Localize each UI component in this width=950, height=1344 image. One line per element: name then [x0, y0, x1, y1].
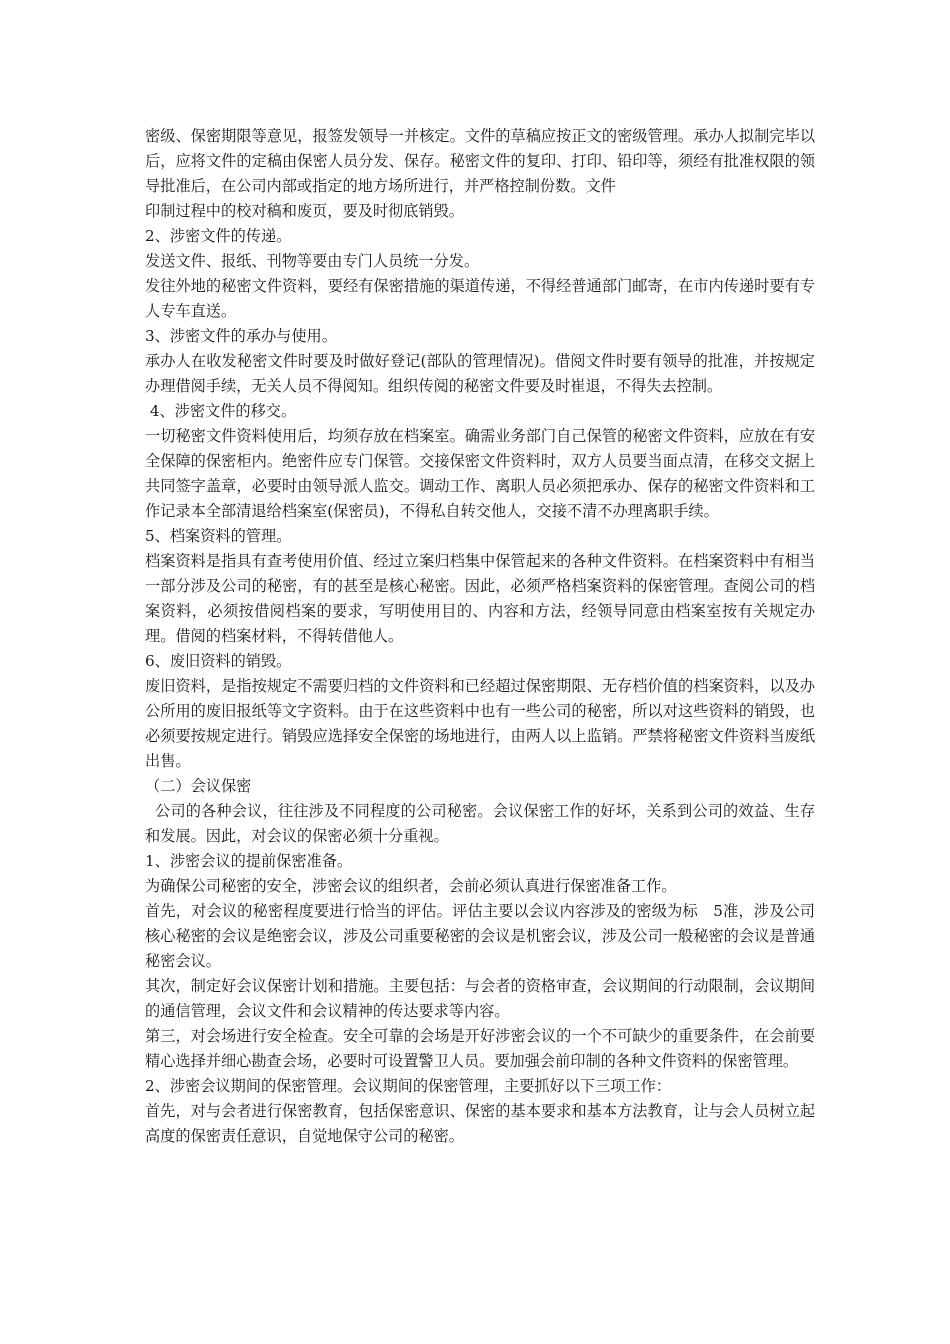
- document-body: [145, 124, 815, 1149]
- paragraph: 首先，对会议的秘密程度要进行恰当的评估。评估主要以会议内容涉及的密级为标 5准，涉及公司核心秘密的会议是绝密会议，涉及公司重要秘密的会议是机密会议，涉及公司一般秘密的会议是普通秘密会议。: [145, 902, 815, 970]
- section-heading: 3、涉密文件的承办与使用。: [145, 327, 337, 345]
- paragraph: 为确保公司秘密的安全，涉密会议的组织者，会前必须认真进行保密准备工作。: [145, 877, 677, 895]
- section-heading: 5、档案资料的管理。: [145, 527, 292, 545]
- paragraph: 档案资料是指具有查考使用价值、经过立案归档集中保管起来的各种文件资料。在档案资料中有相当一部分涉及公司的秘密，有的甚至是核心秘密。因此，必须严格档案资料的保密管理。查阅公司的档案资料，必须按借阅档案的要求，写明使用目的、内容和方法，经领导同意由档案室按有关规定办理。借阅的档案材料，不得转借他人。: [145, 552, 815, 645]
- paragraph: 发往外地的秘密文件资料，要经有保密措施的渠道传递，不得经普通部门邮寄，在市内传递时要有专人专车直送。: [145, 277, 815, 320]
- paragraph: 发送文件、报纸、刊物等要由专门人员统一分发。: [145, 252, 480, 270]
- paragraph: 密级、保密期限等意见，报签发领导一并核定。文件的草稿应按正文的密级管理。承办人拟制完毕以后，应将文件的定稿由保密人员分发、保存。秘密文件的复印、打印、铅印等，须经有批准权限的领导批准后，在公司内部或指定的地方场所进行，并严格控制份数。文件: [145, 127, 815, 195]
- paragraph: 废旧资料，是指按规定不需要归档的文件资料和已经超过保密期限、无存档价值的档案资料，以及办公所用的废旧报纸等文字资料。由于在这些资料中也有一些公司的秘密，所以对这些资料的销毁，也必须要按规定进行。销毁应选择安全保密的场地进行，由两人以上监销。严禁将秘密文件资料当废纸出售。: [145, 677, 815, 770]
- section-heading: 2、涉密会议期间的保密管理。会议期间的保密管理，主要抓好以下三项工作：: [145, 1077, 672, 1095]
- section-heading: 4、涉密文件的移交。: [145, 402, 297, 420]
- section-heading: 1、涉密会议的提前保密准备。: [145, 852, 353, 870]
- paragraph: 一切秘密文件资料使用后，均须存放在档案室。确需业务部门自己保管的秘密文件资料，应放在有安全保障的保密柜内。绝密件应专门保管。交接保密文件资料时，双方人员要当面点清，在移交文据上共同签字盖章，必要时由领导派人监交。调动工作、离职人员必须把承办、保存的秘密文件资料和工作记录本全部清退给档案室(保密员)，不得私自转交他人，交接不清不办理离职手续。: [145, 427, 815, 520]
- paragraph: 其次，制定好会议保密计划和措施。主要包括：与会者的资格审查，会议期间的行动限制，会议期间的通信管理，会议文件和会议精神的传达要求等内容。: [145, 977, 815, 1020]
- section-heading: 6、废旧资料的销毁。: [145, 652, 292, 670]
- paragraph: 印制过程中的校对稿和废页，要及时彻底销毁。: [145, 202, 464, 220]
- paragraph: 首先，对与会者进行保密教育，包括保密意识、保密的基本要求和基本方法教育，让与会人员树立起高度的保密责任意识，自觉地保守公司的秘密。: [145, 1102, 815, 1145]
- paragraph: 公司的各种会议，往往涉及不同程度的公司秘密。会议保密工作的好坏，关系到公司的效益、生存和发展。因此，对会议的保密必须十分重视。: [145, 802, 816, 845]
- paragraph: 第三，对会场进行安全检查。安全可靠的会场是开好涉密会议的一个不可缺少的重要条件，在会前要精心选择并细心勘查会场，必要时可设置警卫人员。要加强会前印制的各种文件资料的保密管理。: [145, 1027, 815, 1070]
- section-heading: （二）会议保密: [145, 777, 252, 795]
- section-heading: 2、涉密文件的传递。: [145, 227, 292, 245]
- paragraph: 承办人在收发秘密文件时要及时做好登记(部队的管理情况)。借阅文件时要有领导的批准，并按规定办理借阅手续，无关人员不得阅知。组织传阅的秘密文件要及时崔退，不得失去控制。: [145, 352, 815, 395]
